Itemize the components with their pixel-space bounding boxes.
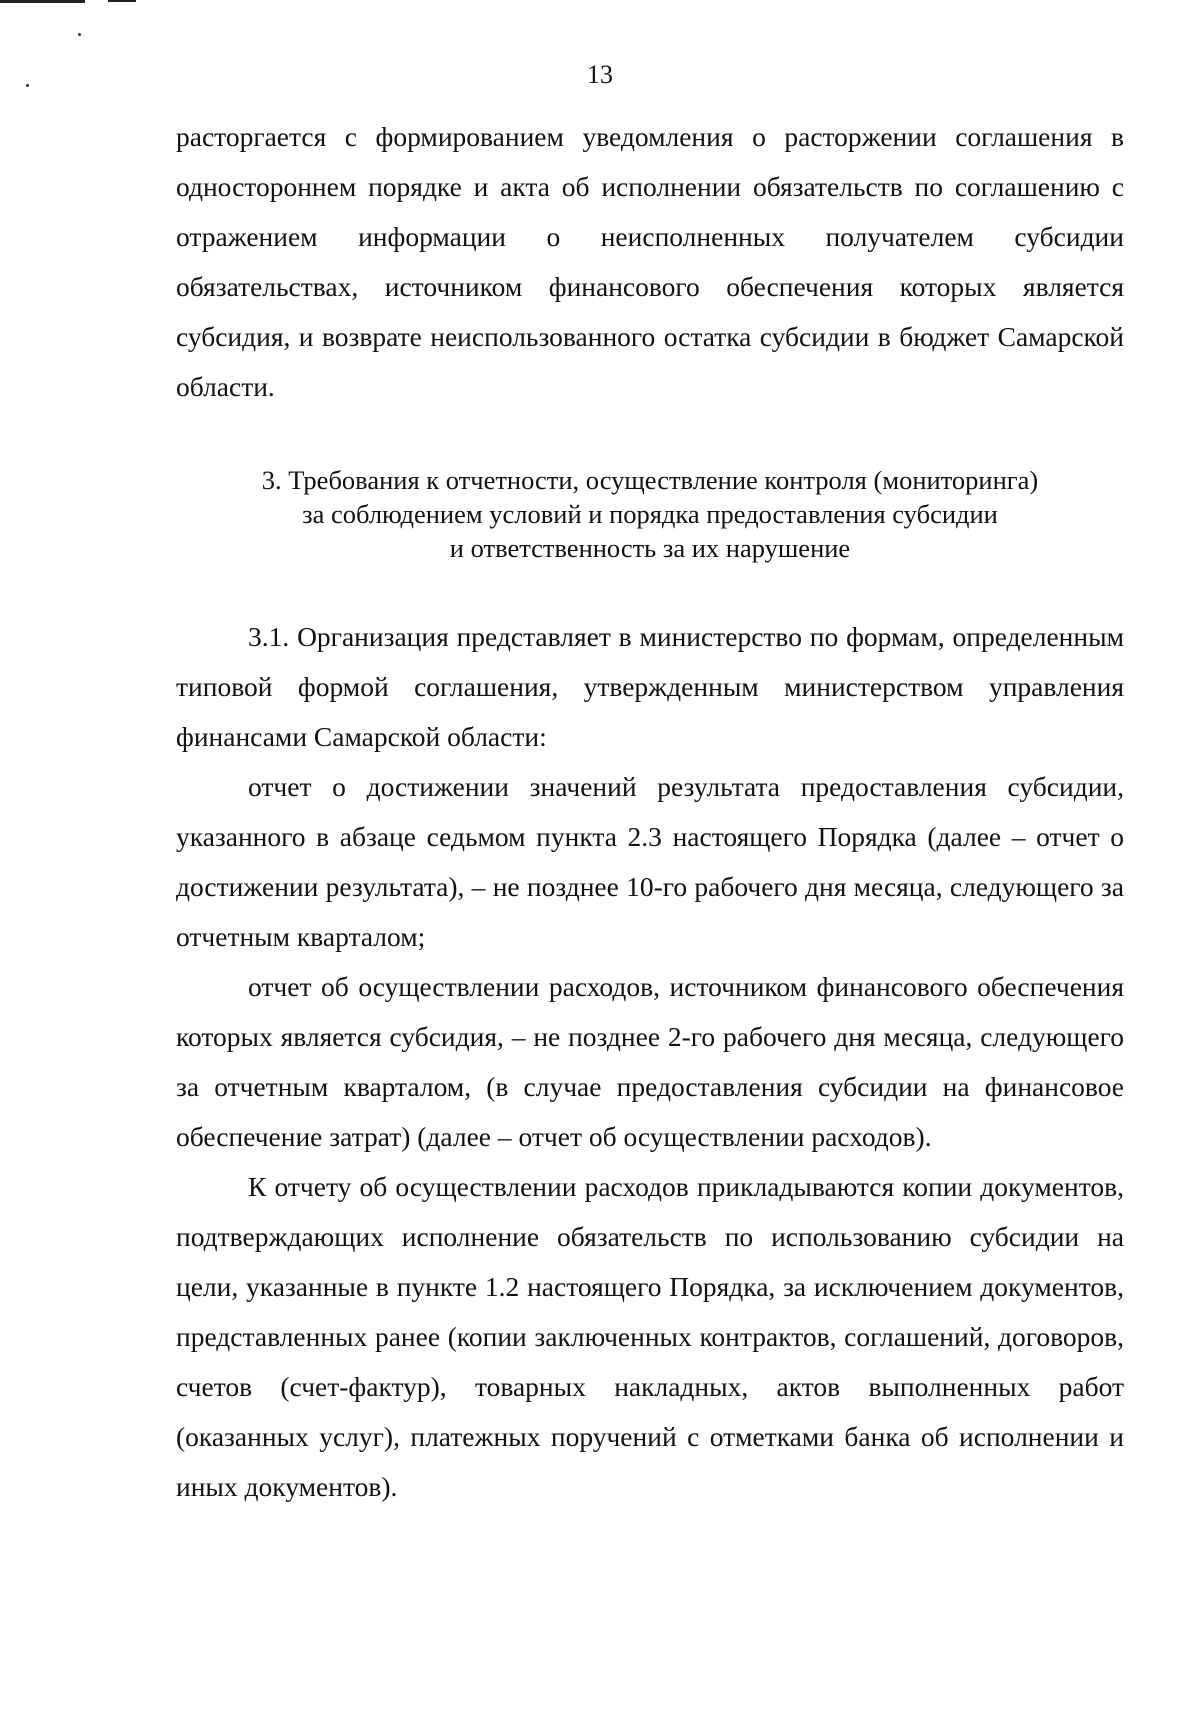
- section-heading: [176, 463, 1124, 565]
- paragraph-attachments: К отчету об осуществлении расходов прикладываются копии документов, подтверждающих исполнение обязательств по использованию субсидии на цели, указанные в пункте 1.2 настоящего Порядка, за исключением документов, представленных ранее (копии заключенных контрактов, соглашений, договоров, счетов (счет-фактур), товарных накладных, актов выполненных работ (оказанных услуг), платежных поручений с отметками банка об исполнении и иных документов).: [176, 1171, 1124, 1502]
- scan-speck: [78, 33, 81, 36]
- paragraph-report-result: отчет о достижении значений результата предоставления субсидии, указанного в абзаце седьмом пункта 2.3 настоящего Порядка (далее – отчет о достижении результата), – не позднее 10-го рабочего дня месяца, следующего за отчетным кварталом;: [176, 771, 1124, 952]
- paragraph-3-1: 3.1. Организация представляет в министерство по формам, определенным типовой формой соглашения, утвержденным министерством управления финансами Самарской области:: [176, 621, 1124, 752]
- section-heading-line-1: 3. Требования к отчетности, осуществление контроля (мониторинга): [261, 465, 1039, 495]
- section-heading-line-2: за соблюдением условий и порядка предоставления субсидии: [302, 499, 998, 529]
- section-body: [176, 612, 1124, 1512]
- section-heading-line-3: и ответственность за их нарушение: [449, 533, 851, 563]
- paragraph-report-expenses: отчет об осуществлении расходов, источником финансового обеспечения которых является субсидия, – не позднее 2-го рабочего дня месяца, следующего за отчетным кварталом, (в случае предоставления субсидии на финансовое обеспечение затрат) (далее – отчет об осуществлении расходов).: [176, 971, 1124, 1152]
- continuation-paragraph: расторгается с формированием уведомления о расторжении соглашения в одностороннем порядке и акта об исполнении обязательств по соглашению с отражением информации о неисполненных получателем субсидии обязательствах, источником финансового обеспечения которых является субсидия, и возврате неиспользованного остатка субсидии в бюджет Самарской области.: [176, 121, 1124, 402]
- continuation-paragraph-block: [176, 112, 1124, 412]
- scan-edge-mark: [0, 0, 85, 3]
- scan-edge-mark: [108, 0, 136, 2]
- page-number: 13: [587, 60, 613, 89]
